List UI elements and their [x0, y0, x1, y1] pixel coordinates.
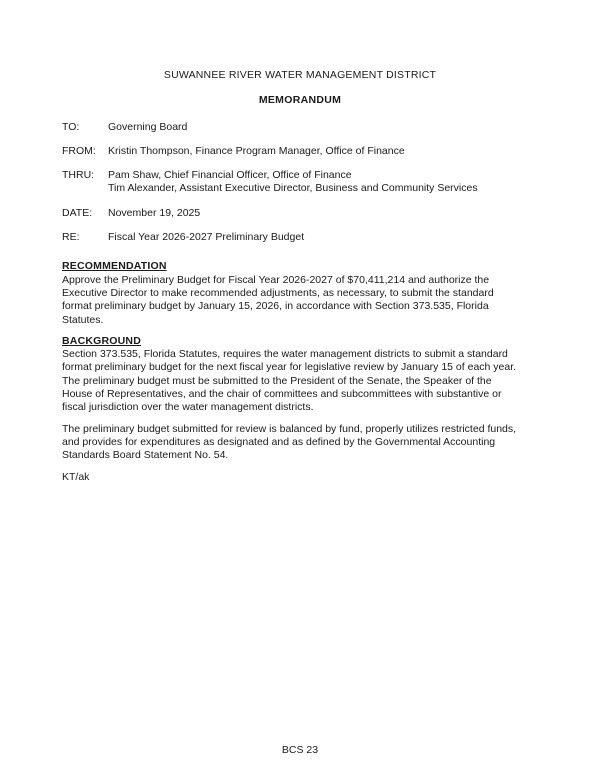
- field-row-date: [62, 207, 538, 220]
- field-row-from: [62, 145, 538, 158]
- section-recommendation: [62, 260, 538, 326]
- to-label: TO:: [62, 120, 80, 133]
- to-value: Governing Board: [108, 120, 188, 133]
- from-value: Kristin Thompson, Finance Program Manager, Office of Finance: [108, 144, 405, 157]
- field-row-to: [62, 121, 538, 134]
- thru-value: [108, 169, 538, 196]
- from-label: FROM:: [62, 144, 96, 157]
- date-label: DATE:: [62, 206, 93, 219]
- org-title: SUWANNEE RIVER WATER MANAGEMENT DISTRICT: [163, 69, 437, 81]
- section-background: [62, 335, 538, 463]
- memo-fields: [62, 121, 538, 245]
- field-row-re: [62, 231, 538, 244]
- doc-type-title: MEMORANDUM: [258, 94, 342, 107]
- re-label: RE:: [62, 231, 80, 244]
- background-paragraph-2: The preliminary budget submitted for review is balanced by fund, properly utilizes restricted funds, and provides for expenditures as designated and as defined by the Governmental Accounting Standards Board Statement No. 54.: [62, 422, 517, 462]
- recommendation-paragraph: Approve the Preliminary Budget for Fiscal Year 2026-2027 of $70,411,214 and authorize the Executive Director to make recommended adjustments, as necessary, to submit the standard format preliminary budget by January 15, 2026, in accordance with Section 373.535, Florida Statutes.: [62, 273, 494, 326]
- date-value: November 19, 2025: [108, 206, 201, 219]
- initials: KT/ak: [62, 470, 90, 483]
- page-number: BCS 23: [281, 744, 319, 756]
- field-row-thru: [62, 169, 538, 196]
- re-value: Fiscal Year 2026-2027 Preliminary Budget: [108, 231, 305, 244]
- thru-label: THRU:: [62, 169, 95, 182]
- background-paragraph-1: Section 373.535, Florida Statutes, requires the water management districts to submit a standard format preliminary budget for the next fiscal year for legislative review by January 15 of each year. The preliminary budget must be submitted to the President of the Senate, the Speaker of the House of Representatives, and the chair of committees and subcommittees with substantive or fiscal jurisdiction over the water management districts.: [62, 348, 517, 414]
- thru-value-line-2: Tim Alexander, Assistant Executive Director, Business and Community Services: [108, 182, 478, 195]
- doc-header: [62, 69, 538, 108]
- background-heading: BACKGROUND: [62, 334, 141, 347]
- thru-value-line-1: Pam Shaw, Chief Financial Officer, Office of Finance: [108, 169, 352, 182]
- recommendation-heading: RECOMMENDATION: [62, 260, 167, 273]
